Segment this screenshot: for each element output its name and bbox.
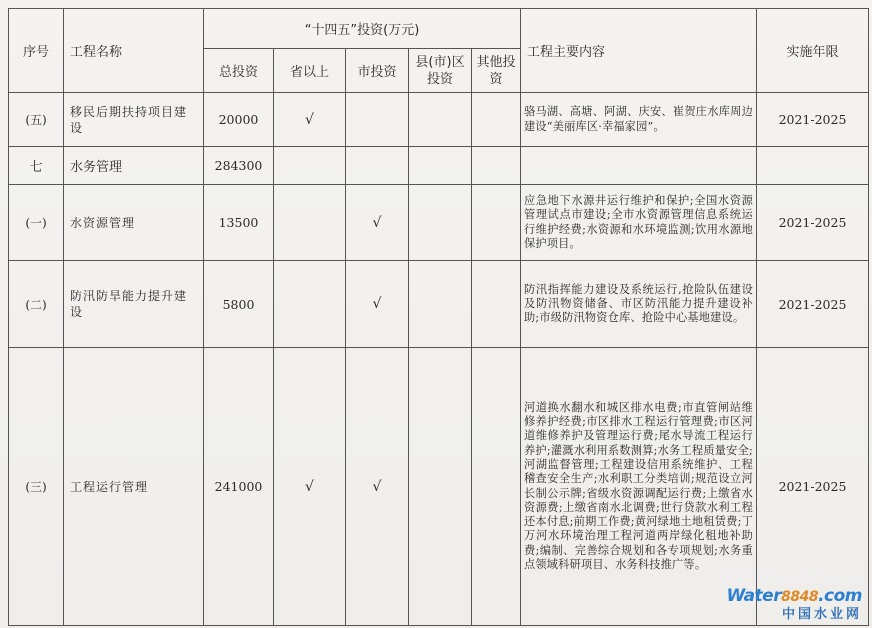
row-other-check	[472, 348, 521, 626]
row-total: 20000	[204, 93, 274, 147]
header-provincial: 省以上	[274, 49, 346, 93]
header-city-investment: 市投资	[346, 49, 409, 93]
row-provincial-check: √	[274, 348, 346, 626]
row-city-check: √	[346, 348, 409, 626]
table-row	[9, 93, 869, 147]
row-other-check	[472, 147, 521, 185]
investment-table	[8, 8, 869, 626]
row-project-name: 工程运行管理	[64, 348, 204, 626]
header-total-investment: 总投资	[204, 49, 274, 93]
watermark-site-name: 中国水业网	[781, 607, 862, 622]
row-provincial-check	[274, 185, 346, 261]
row-city-check: √	[346, 185, 409, 261]
row-total: 284300	[204, 147, 274, 185]
table-row	[9, 185, 869, 261]
table-row	[9, 348, 869, 626]
header-project-name: 工程名称	[64, 9, 204, 93]
row-years	[757, 147, 869, 185]
row-total: 241000	[204, 348, 274, 626]
row-seq: (一)	[9, 185, 64, 261]
row-other-check	[472, 261, 521, 348]
row-main-content: 河道换水翻水和城区排水电费;市直管闸站维修养护经费;市区排水工程运行管理费;市区河道维修养护及管理运行费;尾水导流工程运行养护;灌溉水利用系数测算;水务工程质量安全;河湖监督管理;工程建设信用系统维护、工程稽查安全生产;水利职工分类培训;规范设立河长制公示牌;省级水资源调配运行费;上缴省水资源费;上缴省南水北调费;世行贷款水利工程还本付息;前期工作费;黄河绿地土地租赁费;丁万河水环境治理工程河道两岸绿化租地补助费;编制、完善综合规划和各专项规划;水务重点领域科研项目、水务科技推广等。	[521, 348, 757, 626]
row-seq: (三)	[9, 348, 64, 626]
row-provincial-check: √	[274, 93, 346, 147]
row-county-check	[409, 261, 472, 348]
row-years: 2021-2025	[757, 261, 869, 348]
row-project-name: 移民后期扶持项目建设	[64, 93, 204, 147]
row-county-check	[409, 185, 472, 261]
header-main-content: 工程主要内容	[521, 9, 757, 93]
row-seq: (五)	[9, 93, 64, 147]
row-provincial-check	[274, 261, 346, 348]
row-seq: 七	[9, 147, 64, 185]
row-total: 13500	[204, 185, 274, 261]
row-years: 2021-2025	[757, 185, 869, 261]
row-city-check	[346, 93, 409, 147]
row-main-content: 应急地下水源井运行维护和保护;全国水资源管理试点市建设;全市水资源管理信息系统运行维护经费;水资源和水环境监测;饮用水源地保护项目。	[521, 185, 757, 261]
row-other-check	[472, 185, 521, 261]
watermark-brand-main: Water	[726, 586, 782, 606]
row-total: 5800	[204, 261, 274, 348]
row-city-check	[346, 147, 409, 185]
row-county-check	[409, 93, 472, 147]
header-seq: 序号	[9, 9, 64, 93]
row-main-content: 防汛指挥能力建设及系统运行,抢险队伍建设及防汛物资储备、市区防汛能力提升建设补助;市级防汛物资仓库、抢险中心基地建设。	[521, 261, 757, 348]
site-watermark	[722, 586, 862, 624]
row-project-name: 水务管理	[64, 147, 204, 185]
row-provincial-check	[274, 147, 346, 185]
row-main-content: 骆马湖、高塘、阿湖、庆安、崔贺庄水库周边建设“美丽库区·幸福家园”。	[521, 93, 757, 147]
row-other-check	[472, 93, 521, 147]
table-row	[9, 147, 869, 185]
table-row	[9, 261, 869, 348]
header-other-investment: 其他投资	[472, 49, 521, 93]
header-investment-group: “十四五”投资(万元)	[204, 9, 521, 49]
header-implementation-years: 实施年限	[757, 9, 869, 93]
watermark-brand	[722, 586, 862, 607]
row-county-check	[409, 348, 472, 626]
row-project-name: 水资源管理	[64, 185, 204, 261]
watermark-brand-num: 8848	[781, 589, 819, 605]
row-city-check: √	[346, 261, 409, 348]
row-county-check	[409, 147, 472, 185]
header-row-1	[9, 9, 869, 49]
row-seq: (二)	[9, 261, 64, 348]
row-main-content	[521, 147, 757, 185]
watermark-brand-tld: .com	[818, 586, 862, 606]
row-years: 2021-2025	[757, 93, 869, 147]
header-county-investment: 县(市)区投资	[409, 49, 472, 93]
row-project-name: 防汛防旱能力提升建设	[64, 261, 204, 348]
row-years: 2021-2025	[757, 348, 869, 626]
